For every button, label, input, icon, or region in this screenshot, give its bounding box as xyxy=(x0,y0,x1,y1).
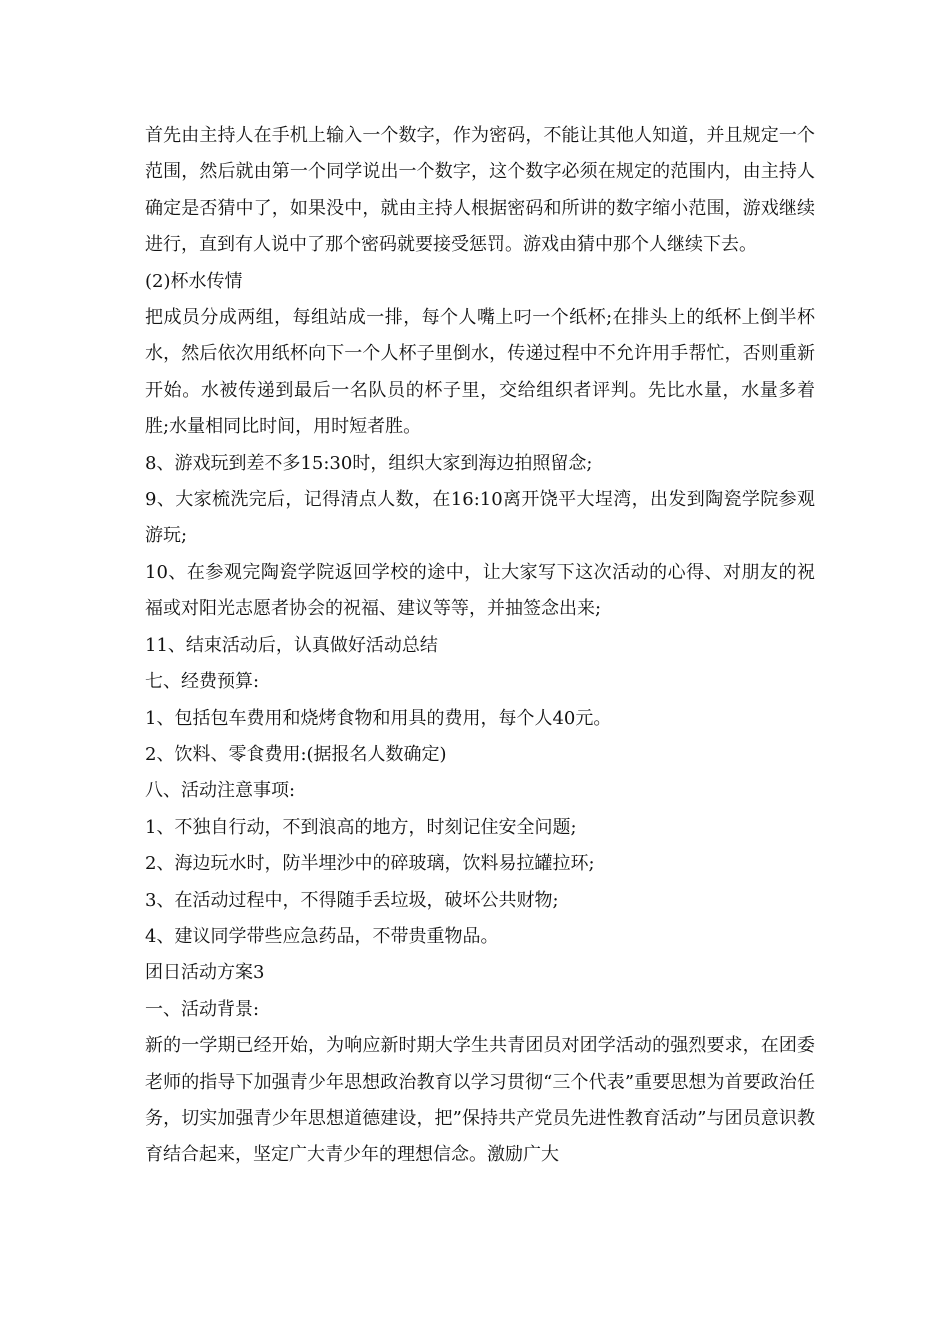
list-item-8: 8、游戏玩到差不多15:30时，组织大家到海边拍照留念; xyxy=(145,452,593,474)
notes-item-1: 1、不独自行动，不到浪高的地方，时刻记住安全问题; xyxy=(145,816,577,838)
notes-item-4: 4、建议同学带些应急药品，不带贵重物品。 xyxy=(145,925,499,947)
list-item-11: 11、结束活动后，认真做好活动总结 xyxy=(145,634,438,656)
notes-item-3: 3、在活动过程中，不得随手丢垃圾，破坏公共财物; xyxy=(145,889,559,911)
list-item-10: 10、在参观完陶瓷学院返回学校的途中，让大家写下这次活动的心得、对朋友的祝福或对阳光志愿者协会的祝福、建议等等，并抽签念出来; xyxy=(145,561,815,620)
budget-item-1: 1、包括包车费用和烧烤食物和用具的费用，每个人40元。 xyxy=(145,707,612,729)
document-page xyxy=(145,118,815,1174)
section-heading-notes: 八、活动注意事项: xyxy=(145,780,296,802)
plan-title: 团日活动方案3 xyxy=(145,962,265,984)
cup-water-rules-paragraph: 把成员分成两组，每组站成一排，每个人嘴上叼一个纸杯;在排头上的纸杯上倒半杯水，然后依次用纸杯向下一个人杯子里倒水，传递过程中不允许用手帮忙，否则重新开始。水被传递到最后一名队员的杯子里，交给组织者评判。先比水量，水量多着胜;水量相同比时间，用时短者胜。 xyxy=(145,307,815,438)
game-rules-paragraph: 首先由主持人在手机上输入一个数字，作为密码，不能让其他人知道，并且规定一个范围，然后就由第一个同学说出一个数字，这个数字必须在规定的范围内，由主持人确定是否猜中了，如果没中，就由主持人根据密码和所讲的数字缩小范围，游戏继续进行，直到有人说中了那个密码就要接受惩罚。游戏由猜中那个人继续下去。 xyxy=(145,125,815,256)
section-heading-cup-water: (2)杯水传情 xyxy=(145,270,243,292)
notes-item-2: 2、海边玩水时，防半埋沙中的碎玻璃，饮料易拉罐拉环; xyxy=(145,853,595,875)
section-heading-budget: 七、经费预算: xyxy=(145,671,260,693)
list-item-9: 9、大家梳洗完后，记得清点人数，在16:10离开饶平大埕湾，出发到陶瓷学院参观游玩; xyxy=(145,489,815,547)
section-heading-background: 一、活动背景: xyxy=(145,998,260,1020)
budget-item-2: 2、饮料、零食费用:(据报名人数确定) xyxy=(145,743,447,765)
background-paragraph: 新的一学期已经开始，为响应新时期大学生共青团员对团学活动的强烈要求，在团委老师的指导下加强青少年思想政治教育以学习贯彻“三个代表”重要思想为首要政治任务，切实加强青少年思想道德建设，把”保持共产党员先进性教育活动”与团员意识教育结合起来，坚定广大青少年的理想信念。激励广大 xyxy=(145,1035,815,1166)
